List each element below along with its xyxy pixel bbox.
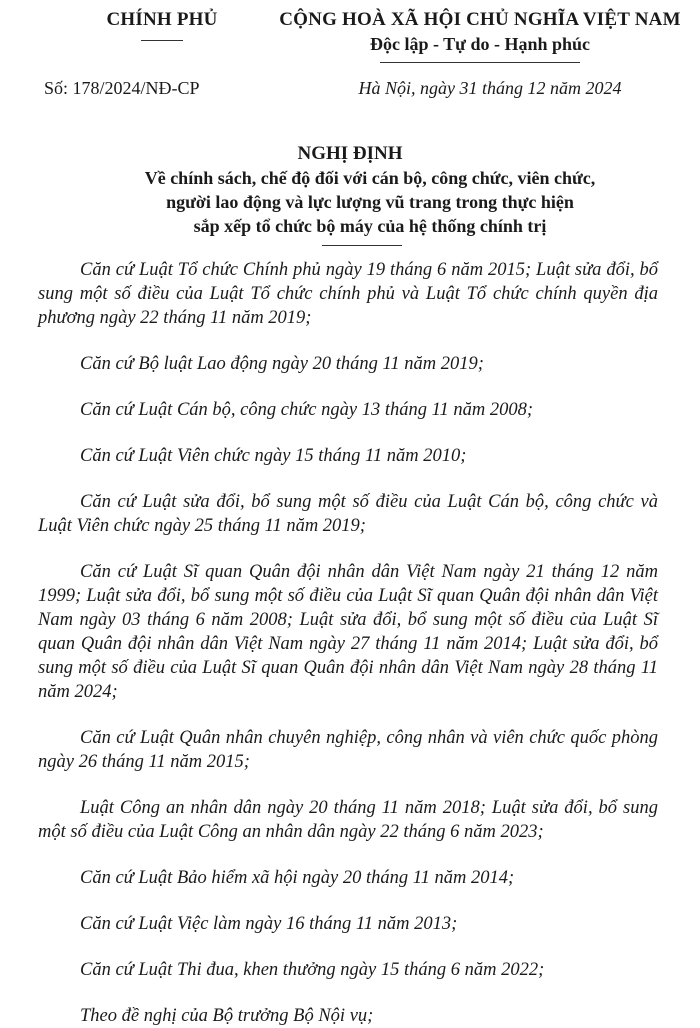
- document-number: Số: 178/2024/NĐ-CP: [44, 78, 200, 98]
- legal-basis-paragraph: Căn cứ Luật Quân nhân chuyên nghiệp, công nhân và viên chức quốc phòng ngày 26 tháng 11 năm 2015;: [38, 728, 658, 772]
- document-type: NGHỊ ĐỊNH: [297, 143, 403, 164]
- legal-basis-paragraph: Căn cứ Luật Viên chức ngày 15 tháng 11 năm 2010;: [80, 446, 467, 466]
- issuer-block: [62, 8, 262, 41]
- national-header-block: [270, 8, 690, 63]
- title-underline: [322, 245, 402, 246]
- legal-basis-paragraph: Căn cứ Bộ luật Lao động ngày 20 tháng 11 năm 2019;: [80, 354, 484, 374]
- subject-line: người lao động và lực lượng vũ trang trong thực hiện: [166, 192, 574, 212]
- motto-underline: [380, 62, 580, 63]
- legal-bases: [38, 258, 658, 1028]
- legal-basis-paragraph: Căn cứ Luật Bảo hiểm xã hội ngày 20 tháng 11 năm 2014;: [80, 868, 515, 888]
- legal-basis-paragraph: Căn cứ Luật Việc làm ngày 16 tháng 11 năm 2013;: [80, 914, 458, 934]
- subject-line: sắp xếp tổ chức bộ máy của hệ thống chính trị: [193, 216, 547, 236]
- legal-basis-paragraph: Căn cứ Luật sửa đổi, bổ sung một số điều của Luật Cán bộ, công chức và Luật Viên chức ngày 25 tháng 11 năm 2019;: [38, 492, 658, 536]
- legal-basis-paragraph: Căn cứ Luật Sĩ quan Quân đội nhân dân Việt Nam ngày 21 tháng 12 năm 1999; Luật sửa đổi, bổ sung một số điều của Luật Sĩ quan Quân đội nhân dân Việt Nam ngày 03 tháng 6 năm 2008; Luật sửa đổi, bổ sung một số điều của Luật Sĩ quan Quân đội nhân dân Việt Nam ngày 27 tháng 11 năm 2014; Luật sửa đổi, bổ sung một số điều của Luật Sĩ quan Quân đội nhân dân Việt Nam ngày 28 tháng 11 năm 2024;: [38, 562, 658, 702]
- issuer-underline: [141, 40, 183, 41]
- nation-name: CỘNG HOÀ XÃ HỘI CHỦ NGHĨA VIỆT NAM: [279, 9, 681, 30]
- issuer-name: CHÍNH PHỦ: [106, 9, 218, 30]
- place-and-date: Hà Nội, ngày 31 tháng 12 năm 2024: [358, 78, 622, 98]
- subject-line: Về chính sách, chế độ đối với cán bộ, công chức, viên chức,: [144, 168, 596, 188]
- legal-basis-paragraph: Luật Công an nhân dân ngày 20 tháng 11 năm 2018; Luật sửa đổi, bổ sung một số điều của Luật Công an nhân dân ngày 22 tháng 6 năm 2023;: [38, 798, 658, 842]
- legal-basis-paragraph: Căn cứ Luật Cán bộ, công chức ngày 13 tháng 11 năm 2008;: [80, 400, 534, 420]
- document-subject: [100, 166, 640, 238]
- national-motto: Độc lập - Tự do - Hạnh phúc: [369, 34, 591, 54]
- legal-basis-paragraph: Căn cứ Luật Tổ chức Chính phủ ngày 19 tháng 6 năm 2015; Luật sửa đổi, bổ sung một số điều của Luật Tổ chức chính phủ và Luật Tổ chức chính quyền địa phương ngày 22 tháng 11 năm 2019;: [38, 260, 658, 328]
- legal-basis-paragraph: Căn cứ Luật Thi đua, khen thưởng ngày 15 tháng 6 năm 2022;: [80, 960, 545, 980]
- legal-basis-paragraph: Theo đề nghị của Bộ trưởng Bộ Nội vụ;: [80, 1006, 374, 1026]
